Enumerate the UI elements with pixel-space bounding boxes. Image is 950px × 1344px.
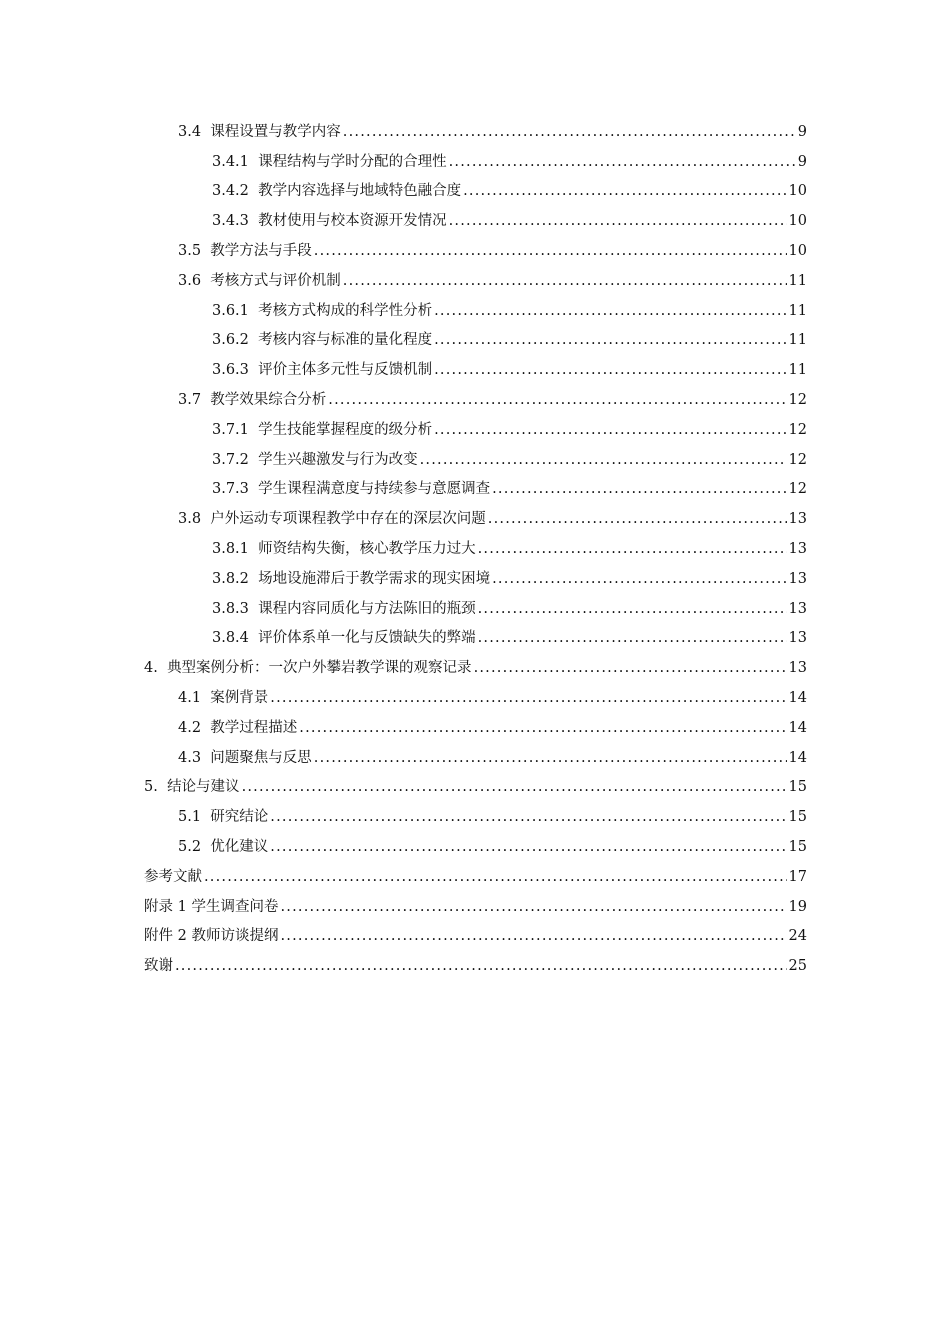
toc-entry-number: 3.7.1 (212, 421, 249, 438)
toc-page-number: 17 (788, 868, 807, 885)
toc-page-number: 15 (788, 809, 807, 826)
toc-leader-dots (434, 302, 786, 320)
toc-entry-number: 3.5 (178, 243, 202, 260)
toc-entry-text (212, 451, 418, 469)
toc-entry-line (212, 480, 807, 498)
toc-page-number: 13 (788, 570, 807, 587)
toc-entry-title: 考核内容与标准的量化程度 (258, 332, 433, 349)
toc-leader-dots (270, 689, 786, 707)
toc-entry-gap (249, 630, 258, 646)
toc-entry-line (212, 212, 807, 230)
toc-entry-title: 参考文献 (144, 868, 202, 885)
toc-entry-title: 学生调查问卷 (191, 898, 279, 915)
toc-leader-dots (449, 153, 795, 171)
toc-leader-dots (492, 480, 786, 498)
toc-leader-dots (270, 808, 786, 826)
toc-entry[interactable] (0, 206, 950, 236)
toc-entry-gap (249, 452, 258, 468)
toc-entry-title: 课程结构与学时分配的合理性 (258, 153, 447, 170)
toc-entry[interactable] (0, 236, 950, 266)
toc-entry-text (212, 182, 461, 200)
toc-entry-text (212, 540, 476, 558)
toc-entry-number: 3.7 (178, 392, 202, 409)
toc-leader-dots (478, 600, 787, 618)
toc-page-number: 13 (788, 660, 807, 677)
toc-entry-text (212, 331, 432, 349)
toc-entry-title: 户外运动专项课程教学中存在的深层次问题 (210, 511, 486, 528)
toc-entry-number: 3.7.2 (212, 451, 249, 468)
toc-page-number: 11 (788, 302, 807, 319)
toc-entry-title: 教学内容选择与地域特色融合度 (258, 183, 462, 200)
toc-entry-text (212, 570, 490, 588)
toc-entry[interactable] (0, 892, 950, 922)
toc-page-number: 10 (788, 183, 807, 200)
toc-entry-text (178, 242, 312, 260)
toc-entry-text (144, 868, 202, 886)
toc-entry-title: 学生兴趣激发与行为改变 (258, 451, 418, 468)
toc-entry-number: 3.4.3 (212, 213, 249, 230)
toc-entry-number: 3.6.2 (212, 332, 249, 349)
toc-entry-title: 课程内容同质化与方法陈旧的瓶颈 (258, 600, 476, 617)
toc-leader-dots (478, 629, 787, 647)
toc-entry-line (178, 510, 807, 528)
toc-entry-title: 教材使用与校本资源开发情况 (258, 213, 447, 230)
toc-page-number: 12 (788, 421, 807, 438)
toc-entry[interactable] (0, 475, 950, 505)
toc-entry-number: 3.8.4 (212, 630, 249, 647)
toc-leader-dots (463, 182, 786, 200)
toc-entry-title: 场地设施滞后于教学需求的现实困境 (258, 570, 491, 587)
toc-entry-line (178, 123, 807, 141)
toc-page-number: 24 (788, 928, 807, 945)
toc-entry-line (178, 719, 807, 737)
toc-entry-text (212, 212, 447, 230)
toc-leader-dots (299, 719, 786, 737)
toc-entry-number: 3.7.3 (212, 481, 249, 498)
toc-entry-gap (201, 839, 210, 855)
toc-page-number: 11 (788, 272, 807, 289)
toc-entry-gap (158, 779, 167, 795)
toc-entry-line (178, 749, 807, 767)
toc-page-number: 12 (788, 451, 807, 468)
toc-entry-title: 教学方法与手段 (210, 243, 312, 260)
toc-leader-dots (242, 778, 787, 796)
toc-entry-number: 4.1 (178, 690, 202, 707)
toc-entry[interactable] (0, 922, 950, 952)
toc-entry[interactable] (0, 504, 950, 534)
toc-entry-gap (201, 243, 210, 259)
toc-leader-dots (420, 451, 787, 469)
toc-entry-line (212, 629, 807, 647)
toc-entry[interactable] (0, 624, 950, 654)
toc-entry-gap (201, 392, 210, 408)
toc-entry-number: 3.4 (178, 123, 202, 140)
toc-entry-line (212, 540, 807, 558)
toc-entry[interactable] (0, 415, 950, 445)
toc-entry-title: 教学效果综合分析 (210, 392, 327, 409)
toc-entry-title: 教师访谈提纲 (191, 928, 279, 945)
toc-entry-text (178, 808, 268, 826)
toc-entry-text (212, 153, 447, 171)
toc-entry-number: 3.4.1 (212, 153, 249, 170)
toc-entry-gap (201, 690, 210, 706)
toc-page-number: 25 (788, 958, 807, 975)
toc-entry-gap (249, 422, 258, 438)
toc-entry-gap (201, 511, 210, 527)
toc-entry-gap (201, 809, 210, 825)
toc-page-number: 13 (788, 541, 807, 558)
toc-entry-text (144, 898, 278, 916)
toc-entry-title: 学生课程满意度与持续参与意愿调查 (258, 481, 491, 498)
toc-entry[interactable] (0, 594, 950, 624)
toc-entry-gap (249, 601, 258, 617)
toc-entry-number: 4. (144, 660, 158, 677)
toc-entry-line (144, 898, 807, 916)
toc-page-number: 13 (788, 511, 807, 528)
toc-entry-line (178, 272, 807, 290)
toc-entry-text (144, 927, 278, 945)
toc-entry-gap (249, 332, 258, 348)
toc-entry-line (212, 331, 807, 349)
toc-entry-number: 附件 2 (144, 928, 187, 945)
toc-entry-title: 课程设置与教学内容 (210, 123, 341, 140)
toc-entry-line (212, 361, 807, 379)
toc-entry-number: 3.6.1 (212, 302, 249, 319)
toc-entry-line (178, 838, 807, 856)
toc-leader-dots (434, 331, 786, 349)
toc-leader-dots (204, 868, 787, 886)
toc-entry-line (212, 153, 807, 171)
toc-entry-gap (249, 571, 258, 587)
toc-leader-dots (280, 927, 786, 945)
toc-entry-text (212, 629, 476, 647)
toc-entry-gap (249, 183, 258, 199)
toc-entry[interactable] (0, 743, 950, 773)
toc-entry-number: 3.8.3 (212, 600, 249, 617)
toc-entry-text (212, 480, 490, 498)
toc-leader-dots (343, 272, 787, 290)
toc-entry-line (144, 659, 807, 677)
toc-page-number: 10 (788, 213, 807, 230)
toc-leader-dots (492, 570, 786, 588)
toc-leader-dots (434, 361, 786, 379)
toc-entry-title: 案例背景 (210, 690, 269, 707)
toc-entry[interactable] (0, 296, 950, 326)
toc-entry-gap (249, 213, 258, 229)
toc-entry-gap (158, 660, 167, 676)
toc-entry-text (178, 391, 326, 409)
toc-entry-text (144, 659, 472, 677)
toc-entry-gap (201, 750, 210, 766)
toc-entry[interactable] (0, 385, 950, 415)
toc-entry-text (144, 778, 240, 796)
toc-page-number: 11 (788, 362, 807, 379)
toc-entry-text (178, 510, 486, 528)
toc-leader-dots (280, 898, 786, 916)
toc-entry[interactable] (0, 862, 950, 892)
toc-entry-text (212, 421, 432, 439)
toc-leader-dots (449, 212, 787, 230)
toc-entry-line (212, 421, 807, 439)
toc-entry-line (178, 689, 807, 707)
toc-entry-title: 评价体系单一化与反馈缺失的弊端 (258, 630, 476, 647)
toc-page-number: 13 (788, 600, 807, 617)
toc-entry-line (178, 808, 807, 826)
toc-entry-number: 附录 1 (144, 898, 187, 915)
toc-entry[interactable] (0, 445, 950, 475)
toc-leader-dots (474, 659, 787, 677)
toc-page-number: 12 (788, 481, 807, 498)
toc-page-number: 10 (788, 243, 807, 260)
toc-entry-number: 3.6 (178, 272, 202, 289)
toc-entry-gap (201, 720, 210, 736)
toc-entry-title: 结论与建议 (167, 779, 240, 796)
toc-page-number: 11 (788, 332, 807, 349)
toc-entry-text (178, 838, 268, 856)
toc-entry-line (144, 868, 807, 886)
toc-page-number: 14 (788, 749, 807, 766)
toc-entry-gap (249, 154, 258, 170)
toc-entry-title: 优化建议 (210, 839, 269, 856)
toc-entry-text (144, 957, 173, 975)
toc-page-number: 19 (788, 898, 807, 915)
toc-entry-title: 教学过程描述 (210, 719, 298, 736)
toc-entry-line (144, 927, 807, 945)
toc-page-number: 9 (797, 123, 807, 140)
toc-entry-number: 3.6.3 (212, 362, 249, 379)
toc-entry[interactable] (0, 951, 950, 981)
toc-entry-text (178, 272, 341, 290)
toc-entry[interactable] (0, 683, 950, 713)
toc-entry-title: 典型案例分析：一次户外攀岩教学课的观察记录 (167, 660, 472, 677)
toc-entry-line (144, 957, 807, 975)
toc-page-number: 14 (788, 690, 807, 707)
toc-entry[interactable] (0, 326, 950, 356)
toc-entry[interactable] (0, 653, 950, 683)
toc-entry-title: 问题聚焦与反思 (210, 749, 312, 766)
toc-leader-dots (314, 242, 787, 260)
toc-entry-number: 5.1 (178, 809, 202, 826)
toc-entry[interactable] (0, 713, 950, 743)
toc-page-number: 14 (788, 719, 807, 736)
toc-entry-text (212, 302, 432, 320)
toc-entry-gap (249, 303, 258, 319)
toc-entry-number: 3.4.2 (212, 183, 249, 200)
toc-entry-gap (201, 124, 210, 140)
toc-page-number: 9 (797, 153, 807, 170)
toc-page-number: 12 (788, 392, 807, 409)
toc-entry[interactable] (0, 802, 950, 832)
toc-entry-text (212, 361, 432, 379)
toc-entry-text (178, 689, 268, 707)
toc-entry-line (212, 600, 807, 618)
toc-leader-dots (175, 957, 787, 975)
table-of-contents (0, 117, 950, 981)
toc-entry-number: 4.2 (178, 719, 202, 736)
toc-entry[interactable] (0, 564, 950, 594)
toc-list (0, 117, 950, 981)
toc-entry-gap (249, 481, 258, 497)
toc-entry-title: 研究结论 (210, 809, 269, 826)
toc-entry-title: 评价主体多元性与反馈机制 (258, 362, 433, 379)
toc-page-number: 13 (788, 630, 807, 647)
toc-entry[interactable] (0, 147, 950, 177)
toc-entry-line (178, 242, 807, 260)
toc-entry-gap (249, 541, 258, 557)
toc-leader-dots (314, 749, 787, 767)
toc-entry-text (212, 600, 476, 618)
toc-entry-title: 致谢 (144, 958, 173, 975)
toc-leader-dots (488, 510, 787, 528)
toc-page-number: 15 (788, 839, 807, 856)
toc-entry-number: 5.2 (178, 839, 202, 856)
toc-entry-title: 考核方式构成的科学性分析 (258, 302, 433, 319)
toc-entry[interactable] (0, 534, 950, 564)
toc-page-number: 15 (788, 779, 807, 796)
toc-entry[interactable] (0, 266, 950, 296)
toc-entry-line (212, 451, 807, 469)
toc-entry-title: 学生技能掌握程度的级分析 (258, 421, 433, 438)
toc-entry[interactable] (0, 832, 950, 862)
toc-entry-number: 3.8 (178, 511, 202, 528)
toc-entry-line (178, 391, 807, 409)
toc-leader-dots (328, 391, 786, 409)
toc-entry-line (144, 778, 807, 796)
toc-entry-gap (201, 273, 210, 289)
toc-leader-dots (270, 838, 786, 856)
toc-entry[interactable] (0, 117, 950, 147)
toc-leader-dots (434, 421, 786, 439)
toc-entry-line (212, 302, 807, 320)
toc-entry-number: 3.8.2 (212, 570, 249, 587)
toc-entry-line (212, 182, 807, 200)
toc-leader-dots (343, 123, 795, 141)
toc-entry-text (178, 719, 297, 737)
toc-entry-title: 师资结构失衡，核心教学压力过大 (258, 541, 476, 558)
toc-entry-text (178, 123, 341, 141)
toc-entry-line (212, 570, 807, 588)
toc-entry-number: 3.8.1 (212, 541, 249, 558)
toc-entry-text (178, 749, 312, 767)
toc-entry-gap (249, 362, 258, 378)
toc-entry[interactable] (0, 773, 950, 803)
toc-leader-dots (478, 540, 787, 558)
toc-entry[interactable] (0, 177, 950, 207)
toc-entry-number: 5. (144, 779, 158, 796)
toc-entry-number: 4.3 (178, 749, 202, 766)
toc-entry[interactable] (0, 355, 950, 385)
toc-entry-title: 考核方式与评价机制 (210, 272, 341, 289)
